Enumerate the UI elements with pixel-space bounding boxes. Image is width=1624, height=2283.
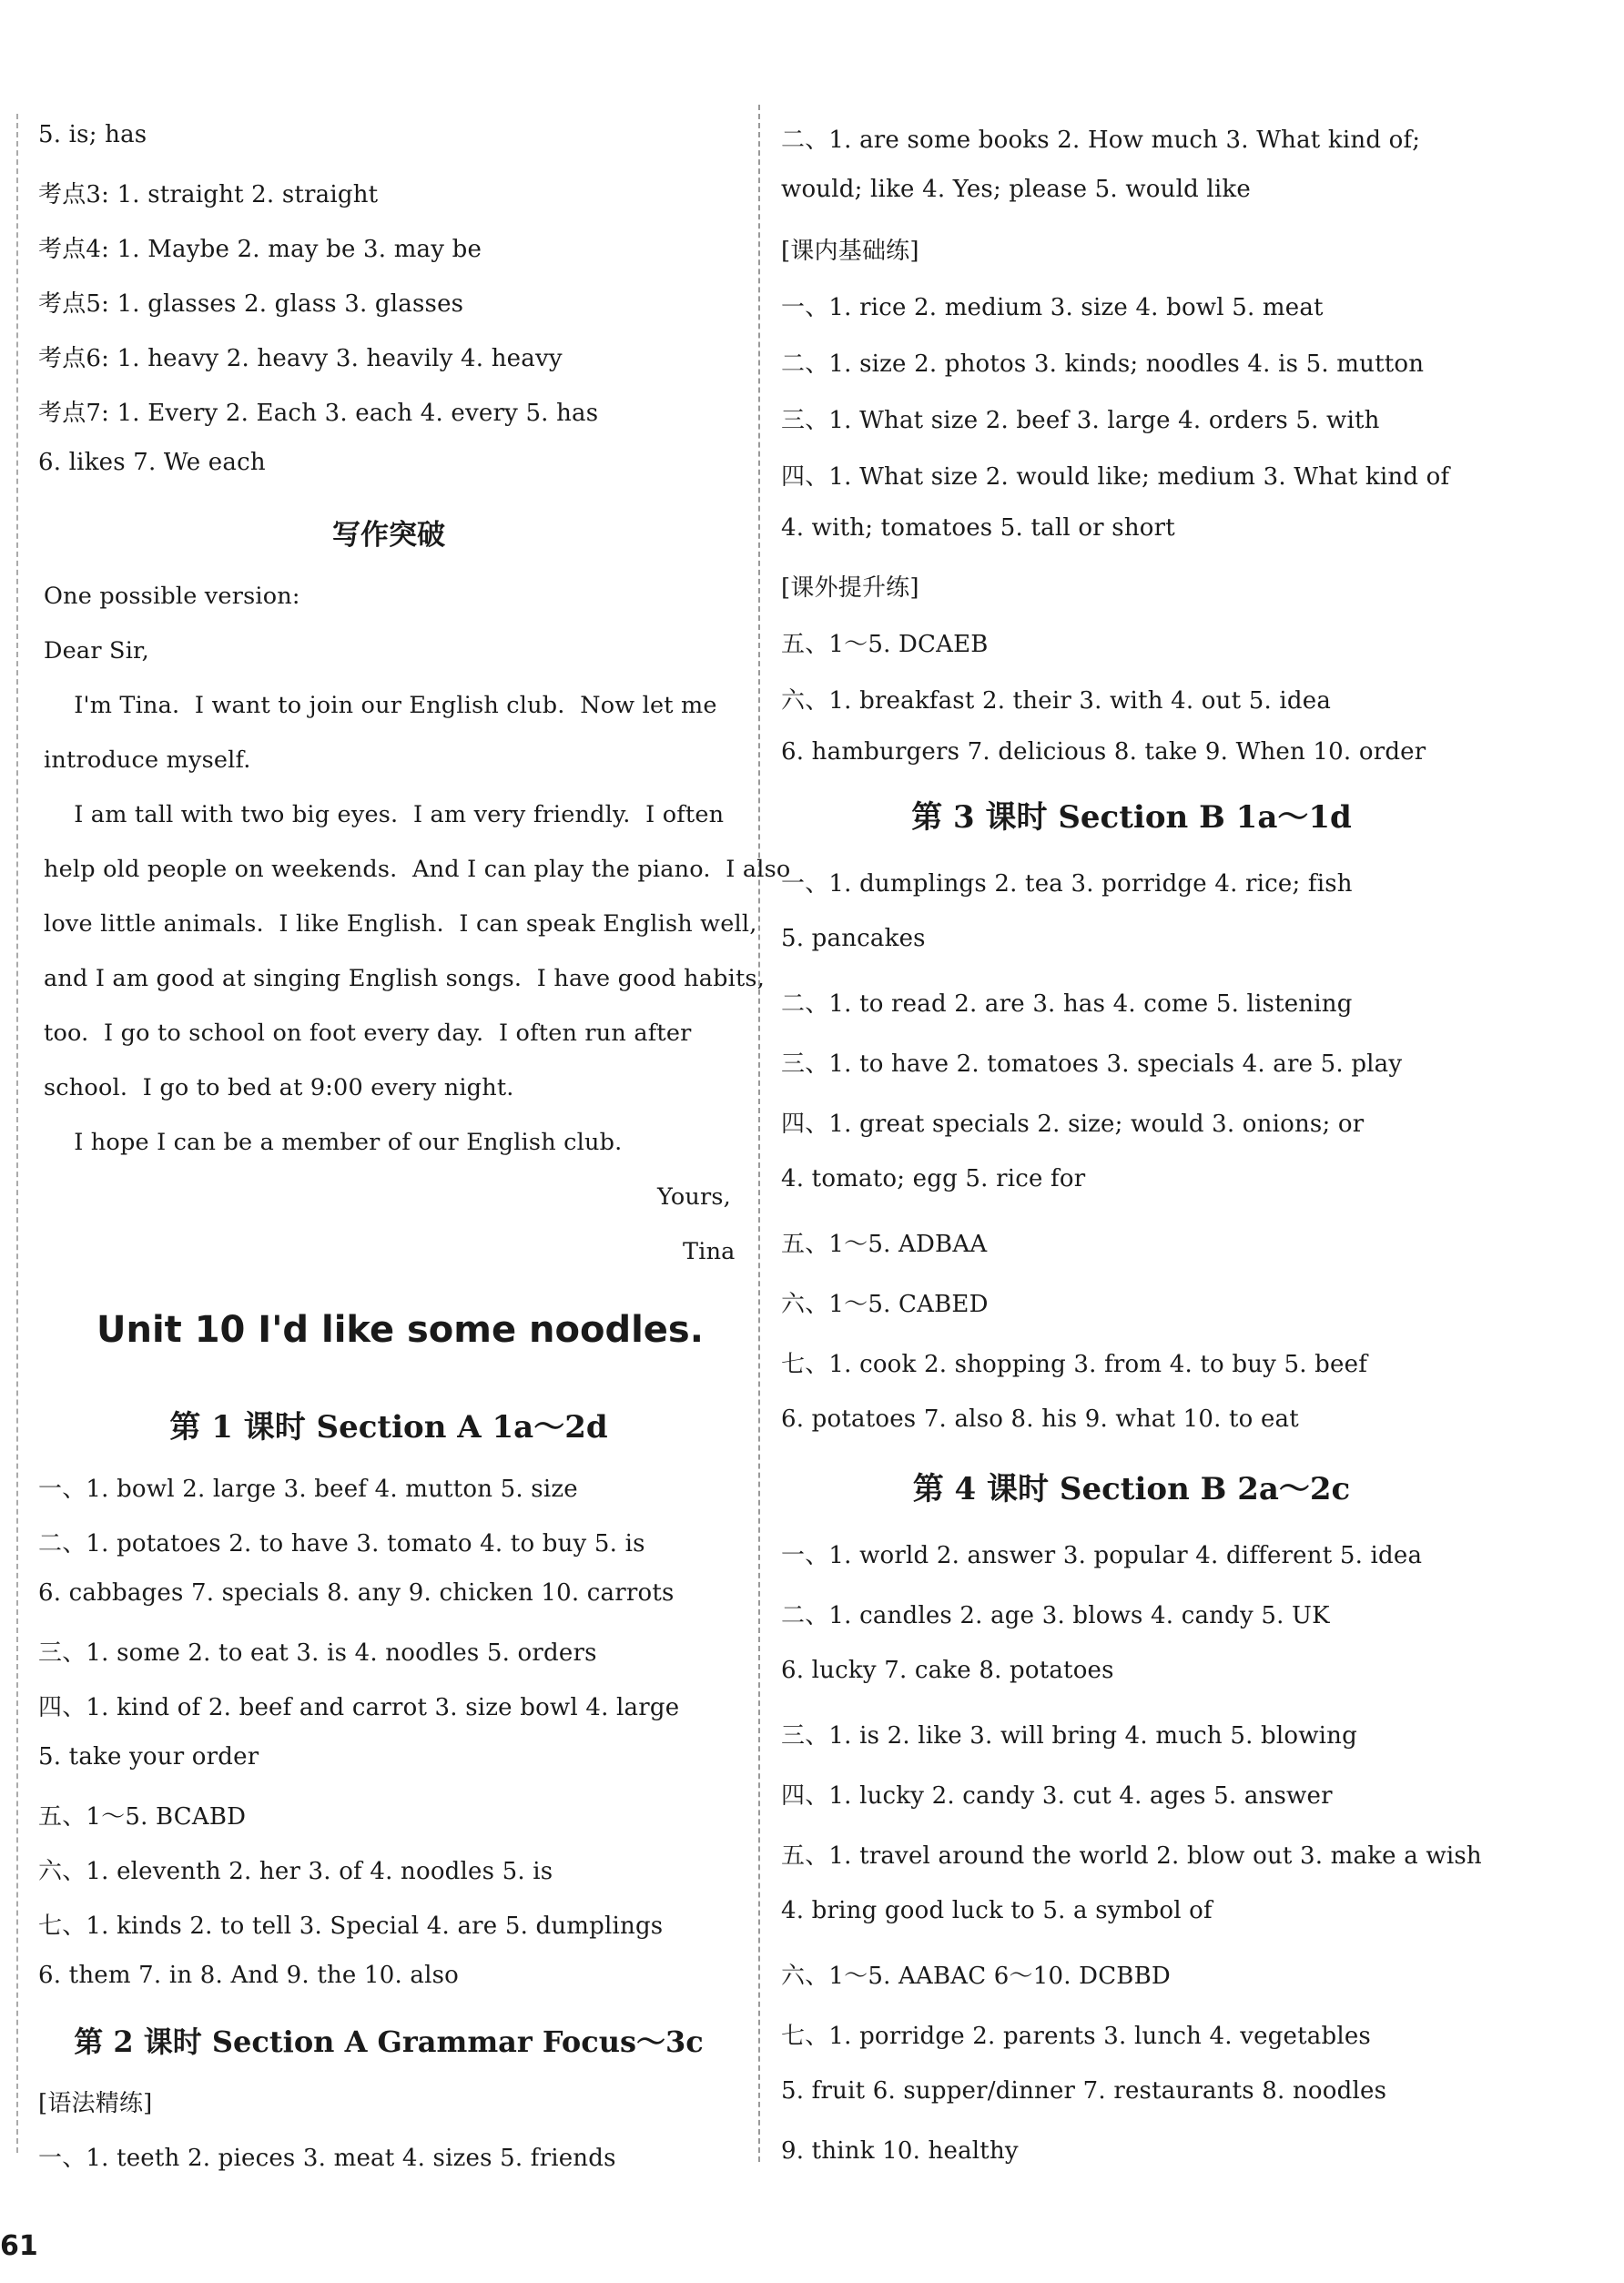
answer-line: 四、1. lucky 2. candy 3. cut 4. ages 5. answer <box>781 1782 1333 1810</box>
essay-line: school. I go to bed at 9:00 every night. <box>44 1074 514 1101</box>
left-margin-rule <box>16 114 18 2153</box>
answer-line: 六、1. breakfast 2. their 3. with 4. out 5. idea <box>781 687 1332 715</box>
closing: Yours, <box>657 1183 731 1211</box>
answer-line: 5. take your order <box>38 1743 259 1771</box>
answer-line: 一、1. rice 2. medium 3. size 4. bowl 5. meat <box>781 294 1324 321</box>
essay-line: too. I go to school on foot every day. I often run after <box>44 1020 692 1047</box>
answer-line: would; like 4. Yes; please 5. would like <box>781 176 1251 203</box>
answer-line: 四、1. What size 2. would like; medium 3. What kind of <box>781 463 1450 491</box>
answer-line: 5. pancakes <box>781 925 926 952</box>
answer-line: 6. hamburgers 7. delicious 8. take 9. When 10. order <box>781 738 1426 766</box>
answer-line: 二、1. are some books 2. How much 3. What kind of; <box>781 127 1421 154</box>
essay-line: I'm Tina. I want to join our English club. Now let me <box>44 692 717 719</box>
answer-line: 四、1. kind of 2. beef and carrot 3. size bowl 4. large <box>38 1694 680 1721</box>
section-label: [课内基础练] <box>781 238 919 265</box>
essay-line: help old people on weekends. And I can play the piano. I also <box>44 856 791 883</box>
answer-line: 一、1. world 2. answer 3. popular 4. different 5. idea <box>781 1542 1423 1569</box>
answer-line: 七、1. porridge 2. parents 3. lunch 4. vegetables <box>781 2023 1371 2050</box>
lesson-title: 第 2 课时 Section A Grammar Focus～3c <box>74 2024 704 2059</box>
answer-line: 考点3: 1. straight 2. straight <box>38 181 379 208</box>
answer-line: 二、1. to read 2. are 3. has 4. come 5. listening <box>781 990 1353 1018</box>
essay-line: love little animals. I like English. I can speak English well, <box>44 910 757 938</box>
essay-line: I hope I can be a member of our English club. <box>44 1129 623 1156</box>
essay-line: introduce myself. <box>44 746 251 774</box>
essay-line: I am tall with two big eyes. I am very friendly. I often <box>44 801 725 828</box>
answer-line: 5. fruit 6. supper/dinner 7. restaurants 8. noodles <box>781 2077 1387 2105</box>
answer-line: 六、1. eleventh 2. her 3. of 4. noodles 5. is <box>38 1858 553 1885</box>
answer-line: 考点4: 1. Maybe 2. may be 3. may be <box>38 236 482 263</box>
answer-line: 考点7: 1. Every 2. Each 3. each 4. every 5. has <box>38 400 599 427</box>
answer-line: 6. likes 7. We each <box>38 449 266 476</box>
answer-line: 三、1. some 2. to eat 3. is 4. noodles 5. orders <box>38 1639 597 1667</box>
answer-line: 五、1～5. DCAEB <box>781 631 989 658</box>
answer-line: 6. potatoes 7. also 8. his 9. what 10. to eat <box>781 1405 1299 1433</box>
answer-line: 4. with; tomatoes 5. tall or short <box>781 514 1175 542</box>
lesson-title: 第 3 课时 Section B 1a～1d <box>911 799 1352 836</box>
essay-line: and I am good at singing English songs. I have good habits, <box>44 965 766 992</box>
answer-line: 四、1. great specials 2. size; would 3. onions; or <box>781 1111 1365 1138</box>
answer-line: 二、1. size 2. photos 3. kinds; noodles 4. is 5. mutton <box>781 350 1425 378</box>
section-label: [课外提升练] <box>781 574 919 602</box>
answer-line: 六、1～5. CABED <box>781 1291 989 1318</box>
essay-line: One possible version: <box>44 583 300 610</box>
answer-line: 6. lucky 7. cake 8. potatoes <box>781 1657 1114 1684</box>
lesson-title: 第 1 课时 Section A 1a～2d <box>169 1409 608 1446</box>
answer-line: 六、1～5. AABAC 6～10. DCBBD <box>781 1963 1171 1990</box>
signature: Tina <box>683 1238 736 1265</box>
answer-line: 五、1～5. ADBAA <box>781 1231 988 1258</box>
answer-line: 5. is; has <box>38 121 147 148</box>
answer-line: 考点5: 1. glasses 2. glass 3. glasses <box>38 290 464 318</box>
answer-line: 一、1. teeth 2. pieces 3. meat 4. sizes 5. friends <box>38 2145 616 2172</box>
answer-line: 七、1. kinds 2. to tell 3. Special 4. are 5. dumplings <box>38 1913 664 1940</box>
page-number: 61 <box>0 2230 38 2262</box>
answer-line: 6. them 7. in 8. And 9. the 10. also <box>38 1962 460 1989</box>
answer-line: 二、1. candles 2. age 3. blows 4. candy 5. UK <box>781 1602 1330 1629</box>
answer-line: 三、1. to have 2. tomatoes 3. specials 4. are 5. play <box>781 1050 1403 1078</box>
answer-line: 考点6: 1. heavy 2. heavy 3. heavily 4. heavy <box>38 345 563 372</box>
section-label: [语法精练] <box>38 2090 153 2117</box>
answer-line: 二、1. potatoes 2. to have 3. tomato 4. to buy 5. is <box>38 1530 645 1558</box>
answer-line: 9. think 10. healthy <box>781 2137 1019 2165</box>
lesson-title: 第 4 课时 Section B 2a～2c <box>912 1471 1351 1507</box>
writing-heading: 写作突破 <box>332 519 445 552</box>
answer-line: 4. bring good luck to 5. a symbol of <box>781 1897 1213 1924</box>
column-divider <box>758 105 760 2162</box>
answer-line: 五、1～5. BCABD <box>38 1803 247 1831</box>
answer-line: 三、1. is 2. like 3. will bring 4. much 5. blowing <box>781 1722 1357 1750</box>
answer-line: 一、1. bowl 2. large 3. beef 4. mutton 5. size <box>38 1476 578 1503</box>
answer-line: 6. cabbages 7. specials 8. any 9. chicken 10. carrots <box>38 1579 675 1607</box>
answer-line: 4. tomato; egg 5. rice for <box>781 1165 1086 1192</box>
answer-line: 一、1. dumplings 2. tea 3. porridge 4. rice; fish <box>781 870 1353 898</box>
answer-line: 五、1. travel around the world 2. blow out 3. make a wish <box>781 1842 1482 1870</box>
answer-line: 七、1. cook 2. shopping 3. from 4. to buy 5. beef <box>781 1351 1368 1378</box>
essay-line: Dear Sir, <box>44 637 149 665</box>
unit-title: Unit 10 I'd like some noodles. <box>96 1309 704 1351</box>
answer-line: 三、1. What size 2. beef 3. large 4. orders 5. with <box>781 407 1380 434</box>
